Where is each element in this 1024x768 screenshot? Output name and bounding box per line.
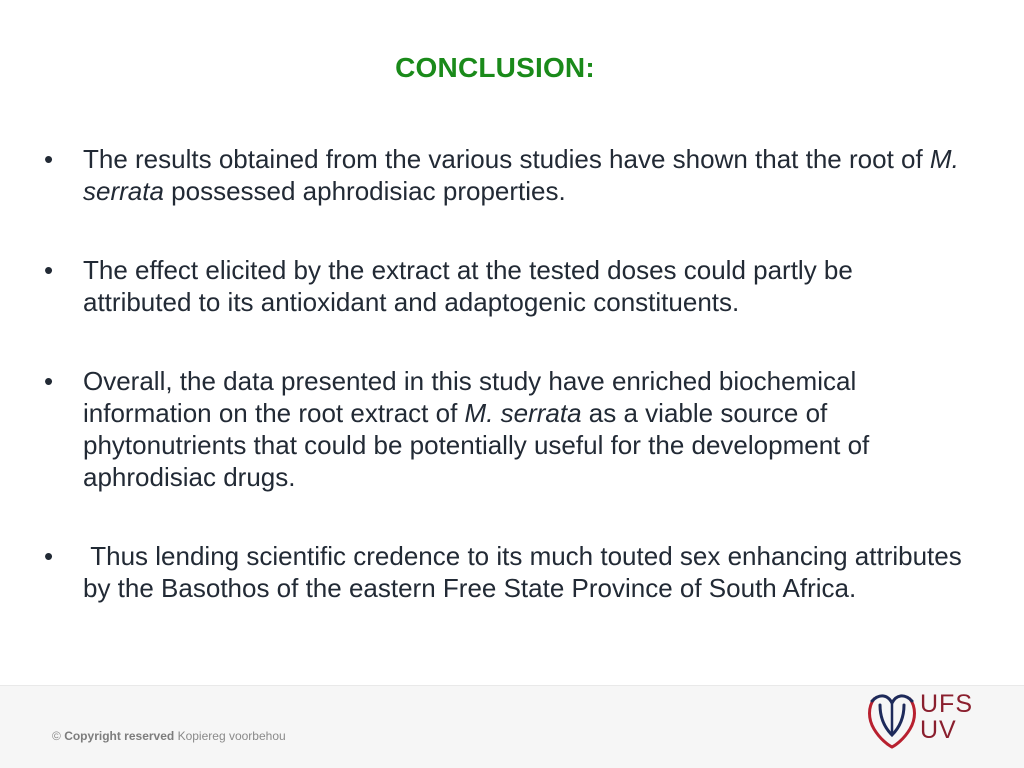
bullet-marker: • (44, 541, 54, 571)
bullet-marker: • (44, 144, 54, 174)
bullet-list (44, 143, 969, 604)
ufs-shield-icon (866, 689, 918, 749)
logo-line-ufs: UFS (920, 690, 973, 718)
slide-title: CONCLUSION: (395, 52, 595, 83)
bullet-text: The effect elicited by the extract at the tested doses could partly be attributed to its antioxidant and adaptogenic constituents. (83, 255, 853, 317)
bullet-text: possessed aphrodisiac properties. (163, 176, 566, 206)
copyright-afrikaans-text: Kopiereg voorbehou (177, 729, 286, 743)
copyright-bold-text: Copyright reserved (64, 729, 175, 743)
copyright-notice (52, 729, 286, 743)
bullet-item (44, 540, 969, 604)
bullet-marker: • (44, 255, 54, 285)
bullet-text: Overall, the data presented in this study have enriched biochemical information on the root extract of (83, 366, 857, 428)
species-name: M. serrata (83, 144, 959, 206)
copyright-symbol: © (52, 729, 61, 743)
ufs-logo (866, 689, 986, 749)
bullet-text: The results obtained from the various studies have shown that the root of (83, 144, 930, 174)
bullet-text: Thus lending scientific credence to its much touted sex enhancing attributes by the Basothos of the eastern Free State Province of South Africa. (83, 541, 969, 603)
logo-line-uv: UV (920, 716, 957, 744)
bullet-item (44, 143, 964, 207)
logo-wordmark (920, 692, 973, 744)
bullet-marker: • (44, 366, 54, 396)
footer-bar (0, 685, 1024, 768)
bullet-text: as a viable source of phytonutrients that could be potentially useful for the development of aphrodisiac drugs. (83, 398, 870, 492)
species-name: M. serrata (464, 398, 582, 428)
bullet-item (44, 365, 964, 493)
bullet-item (44, 254, 964, 318)
